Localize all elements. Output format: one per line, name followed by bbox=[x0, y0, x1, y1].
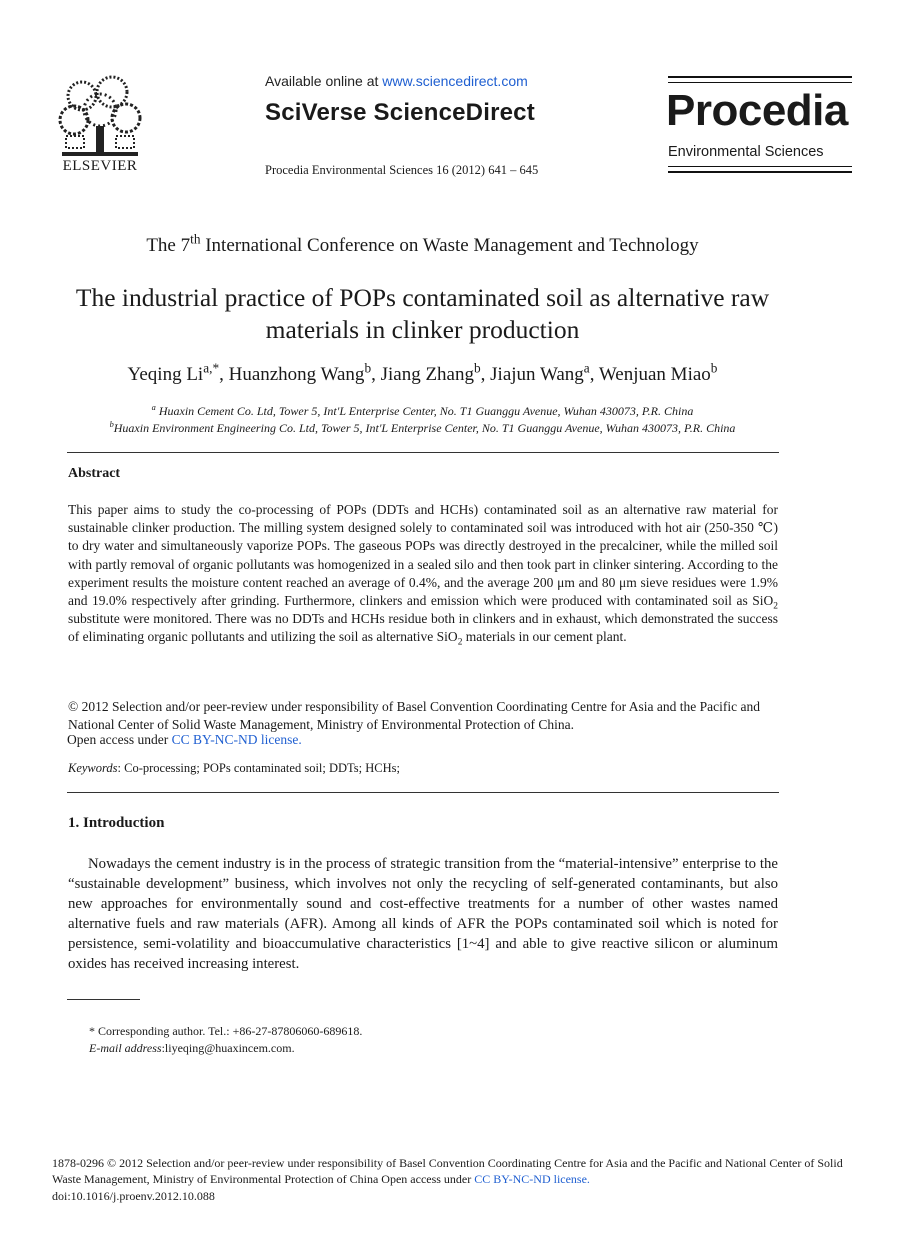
author: Yeqing Li bbox=[127, 364, 204, 385]
conference-name: The 7th International Conference on Waste Management and Technology bbox=[146, 231, 699, 256]
author: Jiajun Wang bbox=[490, 364, 584, 385]
copyright-statement: © 2012 Selection and/or peer-review under responsibility of Basel Convention Coordinating Centre for Asia and the Pacific and National Center of Solid Waste Management, Ministry of Environmental Protection of China. bbox=[68, 699, 760, 733]
procedia-wordmark: Procedia bbox=[666, 86, 848, 135]
introduction-heading: 1. Introduction bbox=[68, 815, 165, 831]
corresponding-author: * Corresponding author. Tel.: +86-27-87806060-689618. bbox=[89, 1024, 363, 1038]
open-access-line: Open access under CC BY-NC-ND license. bbox=[67, 732, 302, 747]
introduction-body: Nowadays the cement industry is in the process of strategic transition from the “material-intensive” enterprise to the “sustainable development” business, which involves not only the recycling of self-generated contaminants, but also new approaches for environmentally sound and cost-effective treatments for a number of other wastes named alternative fuels and raw materials (AFR). Among all kinds of AFR the POPs contaminated soil which is noted for persistence, semi-volatility and bioaccumulative characteristics [1~4] and able to give reactive silicon or aluminum oxides has received increasing interest. bbox=[68, 856, 778, 972]
procedia-rule-top bbox=[668, 76, 852, 78]
available-online bbox=[265, 73, 528, 89]
affiliation-b: $^b$Huaxin Environment Engineering Co. Ltd, Tower 5, Int'L Enterprise Center, No. T1 Guanggu Avenue, Wuhan 430073, P.R. China bbox=[109, 420, 736, 435]
procedia-subtitle: Environmental Sciences bbox=[668, 144, 824, 160]
license-link[interactable]: CC BY-NC-ND license. bbox=[171, 732, 302, 747]
available-prefix: Available online at bbox=[265, 73, 383, 89]
doi: doi:10.1016/j.proenv.2012.10.088 bbox=[52, 1189, 215, 1203]
footnote-rule bbox=[67, 999, 140, 1000]
sciencedirect-link[interactable]: www.sciencedirect.com bbox=[382, 73, 528, 89]
keywords: Keywords: Co-processing; POPs contaminated soil; DDTs; HCHs; bbox=[68, 761, 400, 775]
abstract-body: This paper aims to study the co-processing of POPs (DDTs and HCHs) contaminated soil as an alternative raw material for sustainable clinker production. The milling system designed solely to contaminated soil was introduced with hot air (250-350 ℃) to dry water and simultaneously vaporize POPs. The gaseous POPs was directly destroyed in the precalciner, while the milled soil with partly removal of organic pollutants was homogenized in a sealed silo and then took part in clinker sintering. According to the experiment results the moisture content reached an average of 0.4%, and the average 200 μm and 80 μm sieve residues were 1.9% and 19.0% respectively after grinding. Furthermore, clinkers and emission which were produced with contaminated soil as SiO$_2$ substitute were monitored. There was no DDTs and HCHs residue both in clinkers and in exhaust, which demonstrated the success of eliminating organic pollutants and utilizing the soil as alternative SiO$_2$ materials in our cement plant. bbox=[68, 502, 778, 649]
abstract-heading: Abstract bbox=[68, 466, 121, 481]
journal-reference: Procedia Environmental Sciences 16 (2012) 641 – 645 bbox=[265, 163, 539, 177]
sciverse-wordmark: SciVerse ScienceDirect bbox=[265, 99, 535, 126]
divider bbox=[67, 452, 779, 453]
author: Jiang Zhang bbox=[380, 364, 474, 385]
paper-title: The industrial practice of POPs contaminated soil as alternative raw materials in clinker production bbox=[75, 283, 770, 344]
bottom-copyright: 1878-0296 © 2012 Selection and/or peer-review under responsibility of Basel Convention Coordinating Centre for Asia and the Pacific and National Center of Solid Waste Management, Ministry of Environmental Protection of China Open access under CC BY-NC-ND license. bbox=[52, 1156, 843, 1186]
divider bbox=[67, 792, 779, 793]
author: Huanzhong Wang bbox=[228, 364, 365, 385]
elsevier-label: ELSEVIER bbox=[62, 158, 138, 174]
affiliation-a: $^a$ Huaxin Cement Co. Ltd, Tower 5, Int'L Enterprise Center, No. T1 Guanggu Avenue, Wuhan 430073, P.R. China bbox=[151, 403, 694, 418]
procedia-rule-bottom bbox=[668, 171, 852, 173]
author: Wenjuan Miao bbox=[598, 364, 711, 385]
email-address: E-mail address:liyeqing@huaxincem.com. bbox=[89, 1041, 295, 1055]
procedia-rule-top-thin bbox=[668, 82, 852, 83]
procedia-rule-bottom-thin bbox=[668, 166, 852, 167]
bottom-license-link[interactable]: CC BY-NC-ND license. bbox=[474, 1172, 590, 1186]
author-list: Yeqing $Li^{a,*}$, Huanzhong Wang$^b$, Jiang Zhang$^b$, Jiajun Wang$^a$, Wenjuan Miao$^b$ bbox=[127, 360, 718, 385]
